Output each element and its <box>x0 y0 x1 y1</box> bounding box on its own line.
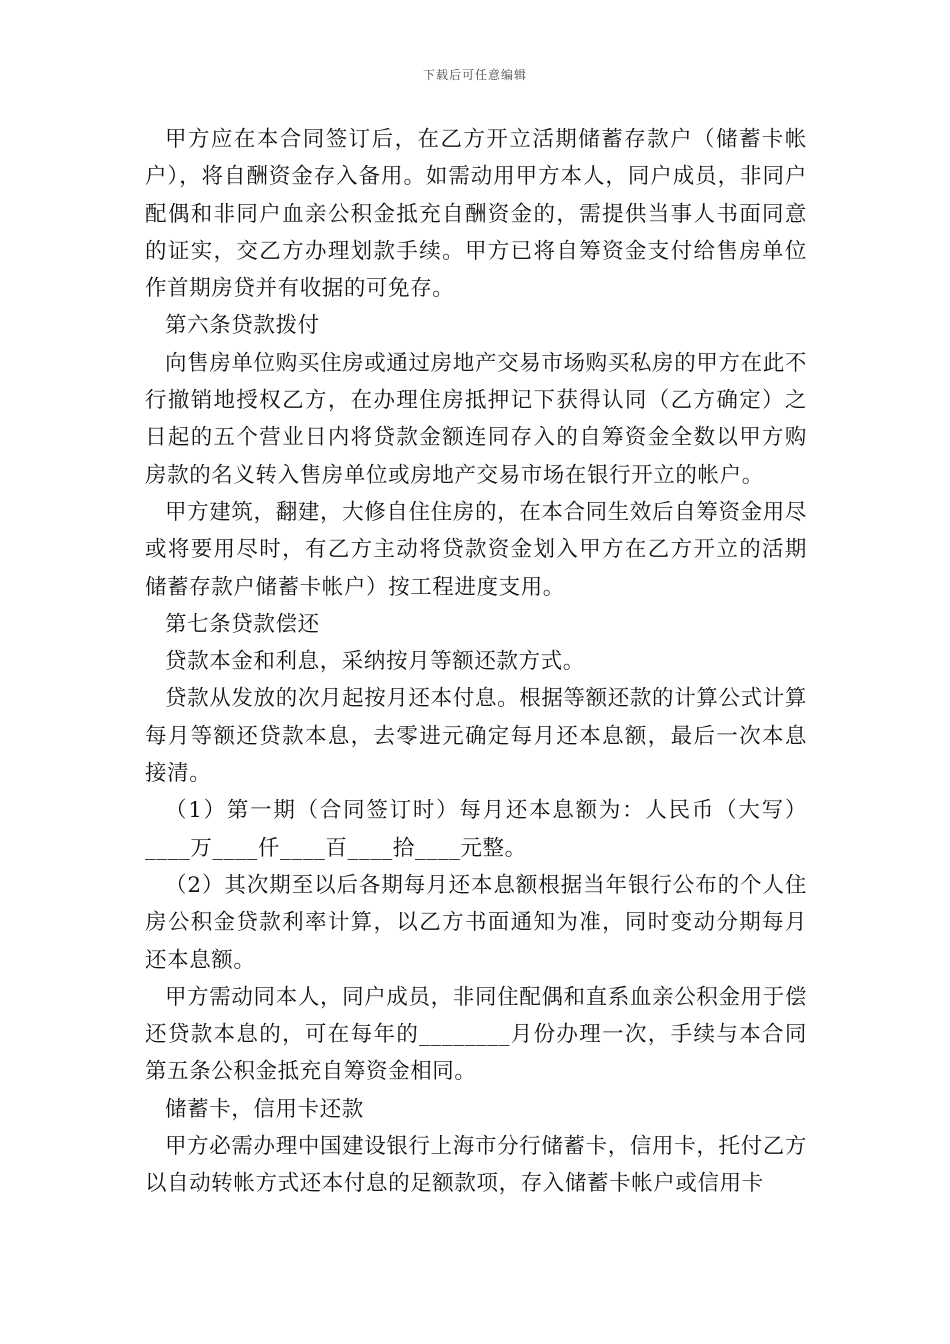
section-heading-7: 第七条贷款偿还 <box>165 611 320 637</box>
paragraph-card-repayment: 甲方必需办理中国建设银行上海市分行储蓄卡，信用卡，托付乙方以自动转帐方式还本付息的足额款项，存入储蓄卡帐户或信用卡 <box>145 1134 807 1197</box>
paragraph-first-period: （1）第一期（合同签订时）每月还本息额为：人民币（大写）____万____仟____百____拾____元整。 <box>145 798 807 861</box>
paragraph-provident-fund: 甲方需动同本人，同户成员，非同住配偶和直系血亲公积金用于偿还贷款本息的，可在每年的________月份办理一次，手续与本合同第五条公积金抵充自筹资金相同。 <box>145 984 807 1085</box>
paragraph-deposit: 甲方应在本合同签订后，在乙方开立活期储蓄存款户（储蓄卡帐户），将自酬资金存入备用。如需动用甲方本人，同户成员，非同户配偶和非同户血亲公积金抵充自酬资金的，需提供当事人书面同意的证实，交乙方办理划款手续。甲方已将自筹资金支付给售房单位作首期房贷并有收据的可免存。 <box>145 127 807 302</box>
page-header: 下载后可任意编辑 <box>422 68 527 82</box>
paragraph-purchase-transfer: 向售房单位购买住房或通过房地产交易市场购买私房的甲方在此不行撤销地授权乙方，在办理住房抵押记下获得认同（乙方确定）之日起的五个营业日内将贷款金额连同存入的自筹资金全数以甲方购房款的名义转入售房单位或房地产交易市场在银行开立的帐户。 <box>145 350 807 488</box>
section-heading-6: 第六条贷款拨付 <box>165 313 320 339</box>
paragraph-subsequent-periods: （2）其次期至以后各期每月还本息额根据当年银行公布的个人住房公积金贷款利率计算，以乙方书面通知为准，同时变动分期每月还本息额。 <box>145 872 807 973</box>
document-body <box>145 121 807 1203</box>
paragraph-construction: 甲方建筑，翻建，大修自住住房的，在本合同生效后自筹资金用尽或将要用尽时，有乙方主动将贷款资金划入甲方在乙方开立的活期储蓄存款户储蓄卡帐户）按工程进度支用。 <box>145 499 807 600</box>
paragraph-monthly-repayment: 贷款从发放的次月起按月还本付息。根据等额还款的计算公式计算每月等额还贷款本息，去零进元确定每月还本息额，最后一次本息接清。 <box>145 686 807 787</box>
paragraph-repayment-method: 贷款本金和利息，采纳按月等额还款方式。 <box>165 649 585 675</box>
section-heading-card: 储蓄卡，信用卡还款 <box>165 1096 364 1122</box>
